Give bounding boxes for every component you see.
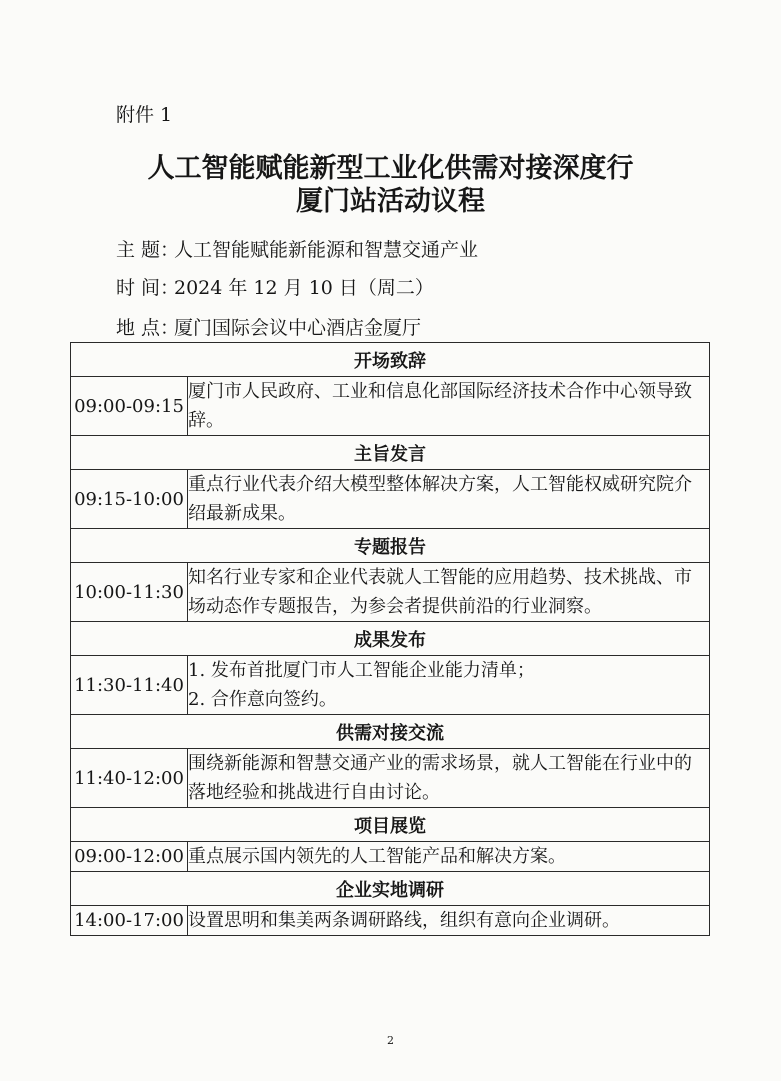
section-header: 专题报告: [71, 529, 710, 563]
topic-value: 人工智能赋能新能源和智慧交通产业: [174, 239, 479, 261]
time-value: 2024 年 12 月 10 日（周二）: [174, 277, 434, 299]
agenda-desc: 厦门市人民政府、工业和信息化部国际经济技术合作中心领导致辞。: [188, 377, 710, 436]
agenda-desc: 设置思明和集美两条调研路线，组织有意向企业调研。: [188, 906, 710, 936]
time-row: [116, 273, 434, 300]
agenda-time: 09:00-09:15: [71, 377, 188, 436]
section-header: 供需对接交流: [71, 715, 710, 749]
agenda-desc: 知名行业专家和企业代表就人工智能的应用趋势、技术挑战、市场动态作专题报告，为参会者提供前沿的行业洞察。: [188, 563, 710, 622]
agenda-time: 14:00-17:00: [71, 906, 188, 936]
topic-key: 主 题：: [116, 239, 180, 261]
agenda-time: 10:00-11:30: [71, 563, 188, 622]
agenda-desc: 重点展示国内领先的人工智能产品和解决方案。: [188, 842, 710, 872]
topic-row: [116, 235, 478, 262]
place-value: 厦门国际会议中心酒店金厦厅: [174, 317, 422, 339]
agenda-desc: 重点行业代表介绍大模型整体解决方案，人工智能权威研究院介绍最新成果。: [188, 470, 710, 529]
agenda-table: [70, 342, 710, 936]
section-header: 成果发布: [71, 622, 710, 656]
time-key: 时 间：: [116, 277, 180, 299]
agenda-desc-line2: 2. 合作意向签约。: [188, 689, 337, 710]
page-number: 2: [387, 1034, 394, 1047]
agenda-time: 11:30-11:40: [71, 656, 188, 715]
agenda-time: 11:40-12:00: [71, 749, 188, 808]
agenda-desc: 围绕新能源和智慧交通产业的需求场景，就人工智能在行业中的落地经验和挑战进行自由讨论。: [188, 749, 710, 808]
agenda-desc: [188, 656, 710, 715]
document-title-line1: 人工智能赋能新型工业化供需对接深度行: [147, 153, 634, 184]
agenda-desc-line1: 1. 发布首批厦门市人工智能企业能力清单；: [188, 660, 535, 681]
place-row: [116, 313, 421, 340]
section-header: 开场致辞: [71, 343, 710, 377]
place-key: 地 点：: [116, 317, 180, 339]
attachment-label: 附件 1: [116, 104, 173, 126]
agenda-time: 09:00-12:00: [71, 842, 188, 872]
section-header: 企业实地调研: [71, 872, 710, 906]
agenda-time: 09:15-10:00: [71, 470, 188, 529]
document-title-line2: 厦门站活动议程: [296, 186, 485, 217]
section-header: 主旨发言: [71, 436, 710, 470]
section-header: 项目展览: [71, 808, 710, 842]
